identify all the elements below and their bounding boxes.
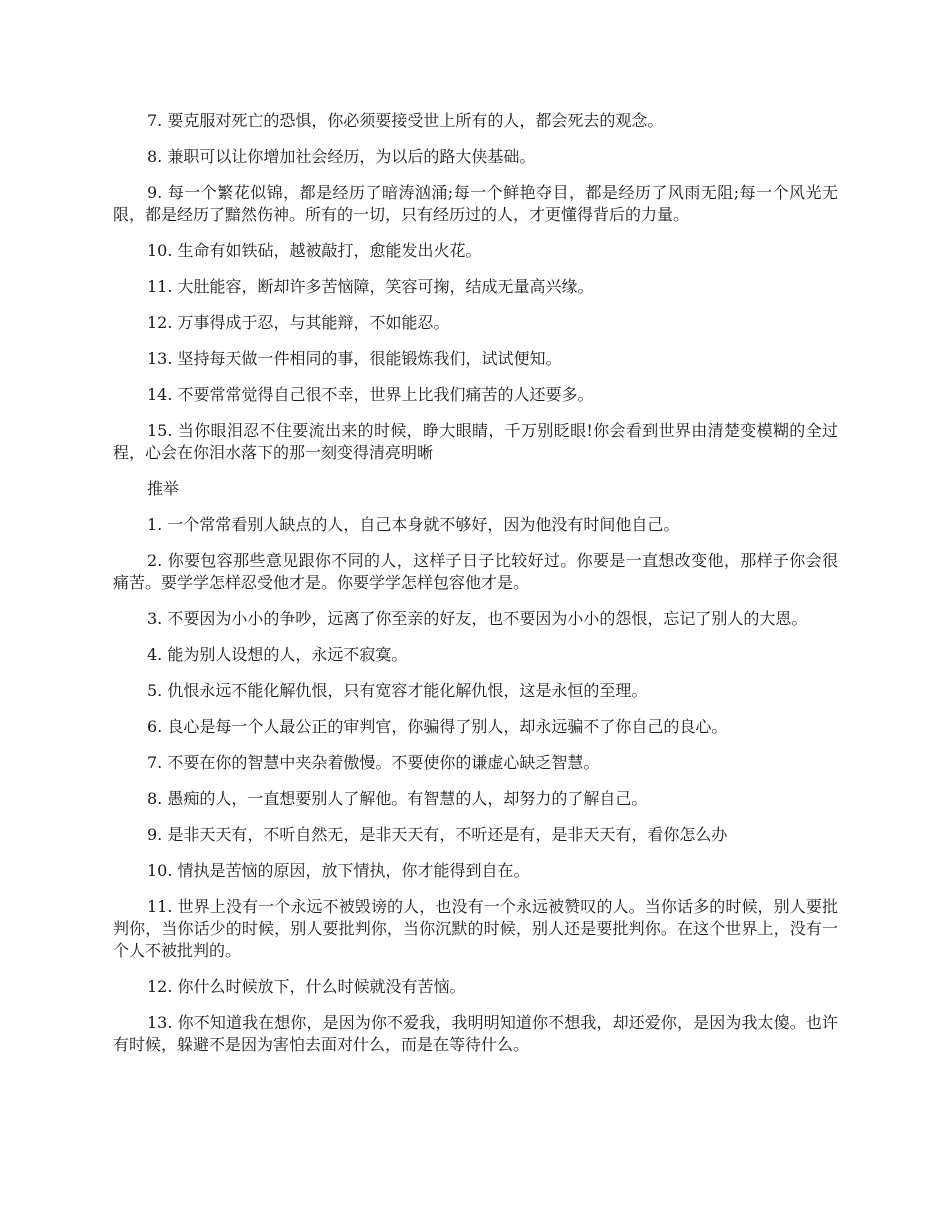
paragraph-item-8: 8. 兼职可以让你增加社会经历，为以后的路大侠基础。 [147,147,536,166]
section-paragraph-5: 5. 仇恨永远不能化解仇恨，只有宽容才能化解仇恨，这是永恒的至理。 [147,681,648,700]
paragraph-item-13: 13. 坚持每天做一件相同的事，很能锻炼我们，试试便知。 [147,349,562,368]
paragraph-item-12: 12. 万事得成于忍，与其能辩，不如能忍。 [147,313,450,332]
section-paragraph-11: 11. 世界上没有一个永远不被毁谤的人，也没有一个永远被赞叹的人。当你话多的时候，别人要批判你，当你话少的时候，别人要批判你，当你沉默的时候，别人还是要批判你。在这个世界上，没有一个人不被批判的。 [113,897,838,960]
paragraph-item-9: 9. 每一个繁花似锦，都是经历了暗涛汹涌;每一个鲜艳夺目，都是经历了风雨无阻;每一个风光无限，都是经历了黯然伤神。所有的一切，只有经历过的人，才更懂得背后的力量。 [113,183,838,224]
section-paragraph-9: 9. 是非天天有，不听自然无，是非天天有，不听还是有，是非天天有，看你怎么办 [147,825,728,844]
section-heading: 推举 [147,479,180,498]
document-page [113,110,838,1070]
section-paragraph-3: 3. 不要因为小小的争吵，远离了你至亲的好友，也不要因为小小的怨恨，忘记了别人的大恩。 [147,609,808,628]
section-paragraph-7: 7. 不要在你的智慧中夹杂着傲慢。不要使你的谦虚心缺乏智慧。 [147,753,600,772]
section-paragraph-12: 12. 你什么时候放下，什么时候就没有苦恼。 [147,977,466,996]
paragraph-item-11: 11. 大肚能容，断却许多苦恼障，笑容可掬，结成无量高兴缘。 [147,277,594,296]
section-paragraph-13: 13. 你不知道我在想你，是因为你不爱我，我明明知道你不想我，却还爱你，是因为我太傻。也许有时候，躲避不是因为害怕去面对什么，而是在等待什么。 [113,1013,838,1054]
section-paragraph-8: 8. 愚痴的人，一直想要别人了解他。有智慧的人，却努力的了解自己。 [147,789,648,808]
section-paragraph-4: 4. 能为别人设想的人，永远不寂寞。 [147,645,408,664]
section-paragraph-1: 1. 一个常常看别人缺点的人，自己本身就不够好，因为他没有时间他自己。 [147,515,680,534]
paragraph-item-10: 10. 生命有如铁砧，越被敲打，愈能发出火花。 [147,241,482,260]
section-paragraph-6: 6. 良心是每一个人最公正的审判官，你骗得了别人，却永远骗不了你自己的良心。 [147,717,728,736]
section-paragraph-10: 10. 情执是苦恼的原因，放下情执，你才能得到自在。 [147,861,530,880]
paragraph-item-15: 15. 当你眼泪忍不住要流出来的时候，睁大眼睛，千万别眨眼!你会看到世界由清楚变模糊的全过程，心会在你泪水落下的那一刻变得清亮明晰 [113,421,838,462]
section-paragraph-2: 2. 你要包容那些意见跟你不同的人，这样子日子比较好过。你要是一直想改变他，那样子你会很痛苦。要学学怎样忍受他才是。你要学学怎样包容他才是。 [113,551,838,592]
paragraph-item-7: 7. 要克服对死亡的恐惧，你必须要接受世上所有的人，都会死去的观念。 [147,111,664,130]
paragraph-item-14: 14. 不要常常觉得自己很不幸，世界上比我们痛苦的人还要多。 [147,385,594,404]
